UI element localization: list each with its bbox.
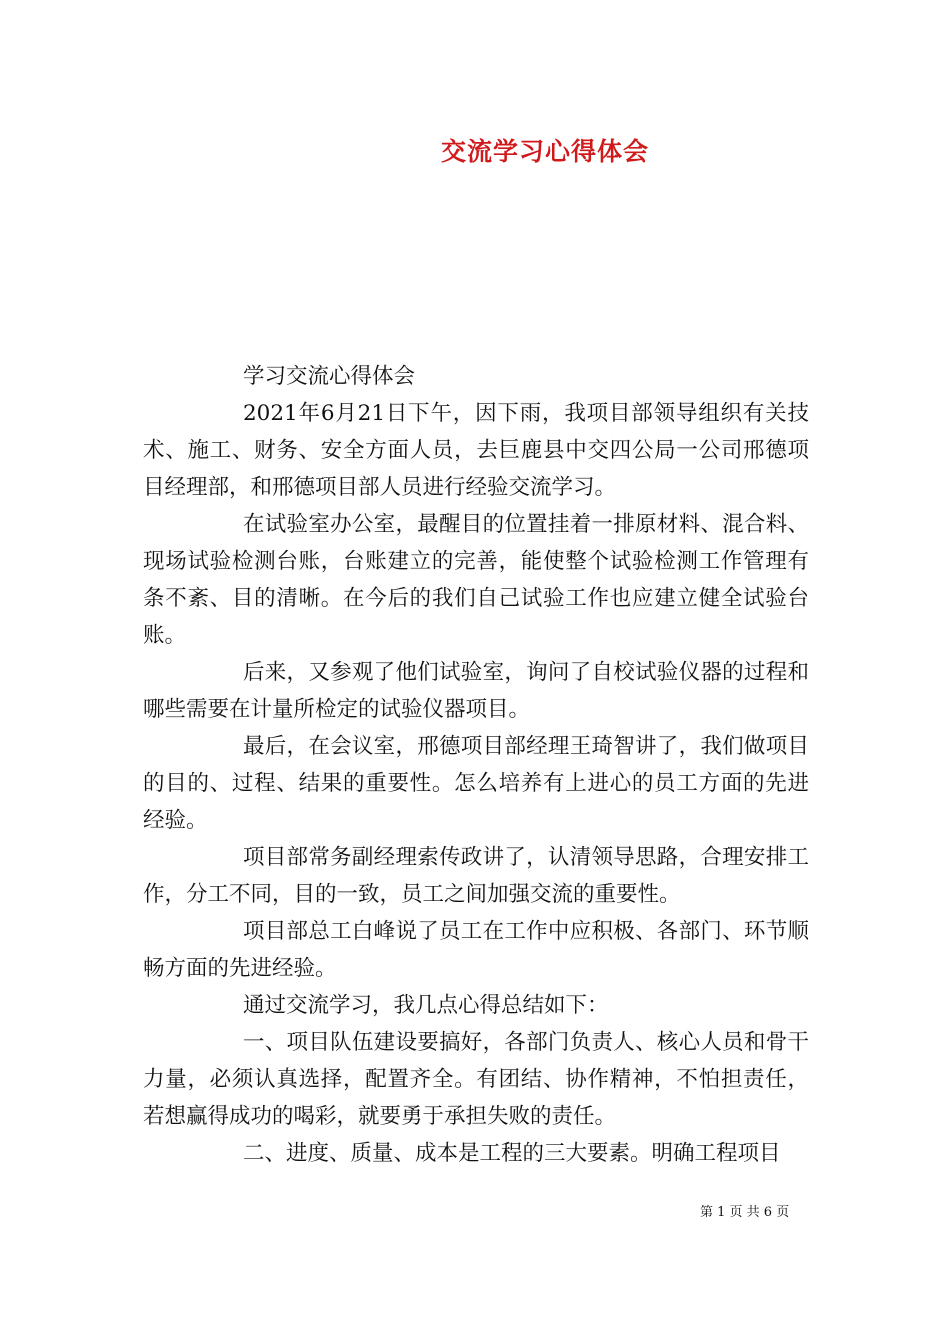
paragraph-subtitle: 学习交流心得体会 — [243, 364, 416, 389]
paragraph-4: 最后，在会议室，邢德项目部经理王琦智讲了，我们做项目的目的、过程、结果的重要性。怎么培养有上进心的员工方面的先进经验。 — [143, 734, 809, 833]
paragraph-9: 二、进度、质量、成本是工程的三大要素。明确工程项目 — [243, 1141, 781, 1166]
document-title: 交流学习心得体会 — [440, 137, 649, 166]
document-body — [143, 358, 809, 1172]
paragraph-7: 通过交流学习，我几点心得总结如下： — [243, 993, 609, 1018]
paragraph-1: 2021年6月21日下午，因下雨，我项目部领导组织有关技术、施工、财务、安全方面人员，去巨鹿县中交四公局一公司邢德项目经理部，和邢德项目部人员进行经验交流学习。 — [143, 401, 809, 500]
paragraph-8: 一、项目队伍建设要搞好，各部门负责人、核心人员和骨干力量，必须认真选择，配置齐全。有团结、协作精神，不怕担责任，若想赢得成功的喝彩，就要勇于承担失败的责任。 — [143, 1030, 809, 1129]
paragraph-6: 项目部总工白峰说了员工在工作中应积极、各部门、环节顺畅方面的先进经验。 — [143, 919, 809, 981]
paragraph-3: 后来，又参观了他们试验室，询问了自校试验仪器的过程和哪些需要在计量所检定的试验仪器项目。 — [143, 660, 809, 722]
page-number: 第 1 页 共 6 页 — [700, 1205, 790, 1220]
paragraph-2: 在试验室办公室，最醒目的位置挂着一排原材料、混合料、现场试验检测台账，台账建立的完善，能使整个试验检测工作管理有条不紊、目的清晰。在今后的我们自己试验工作也应建立健全试验台账。 — [143, 512, 809, 648]
paragraph-5: 项目部常务副经理索传政讲了，认清领导思路，合理安排工作，分工不同，目的一致，员工之间加强交流的重要性。 — [143, 845, 809, 907]
